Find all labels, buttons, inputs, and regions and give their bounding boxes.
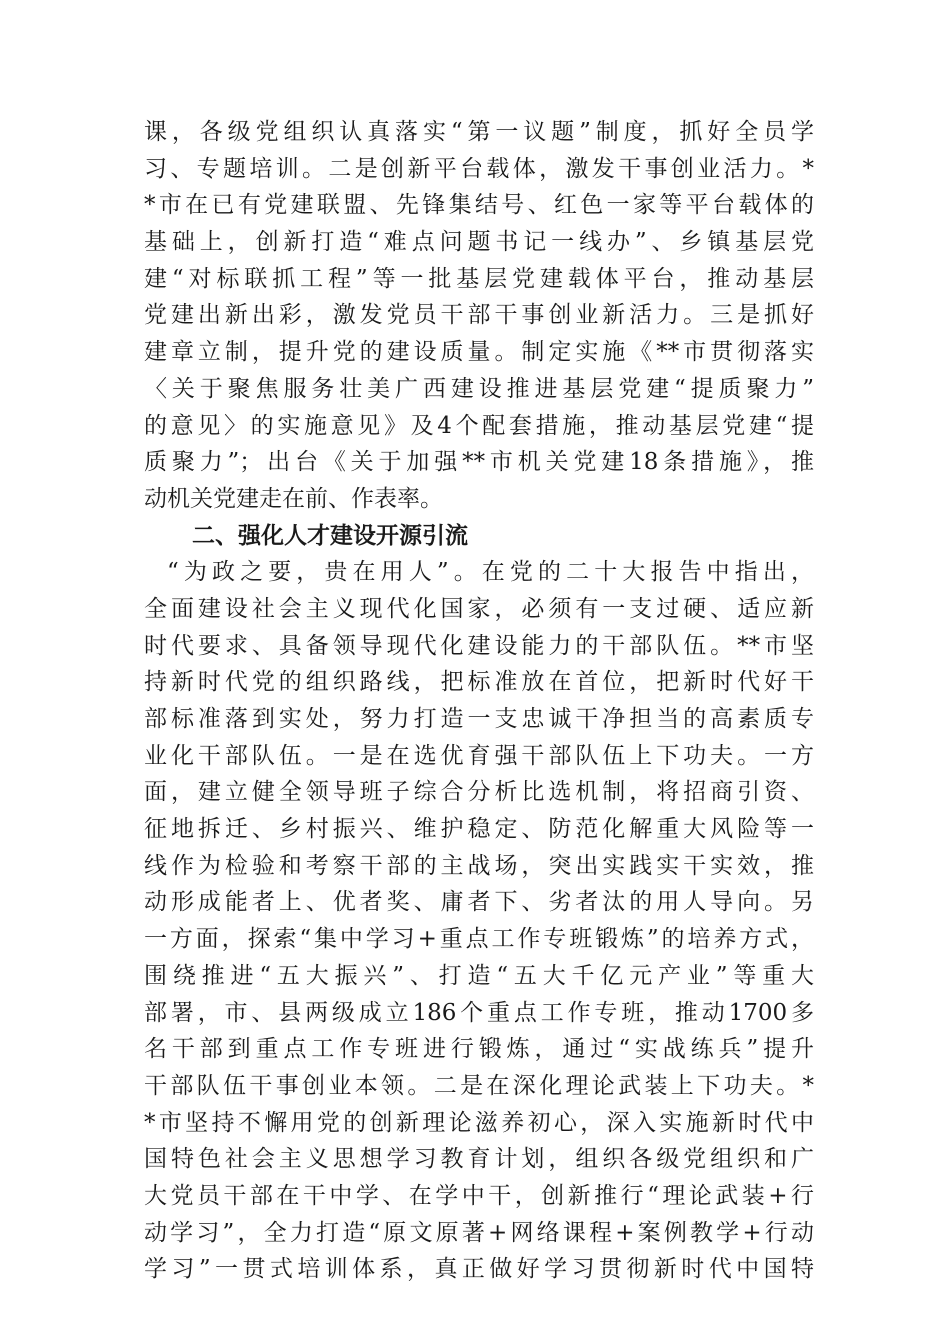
body-line: 征地拆迁、乡村振兴、维护稳定、防范化解重大风险等一 xyxy=(144,816,814,843)
body-line: 建“对标联抓工程”等一批基层党建载体平台，推动基层 xyxy=(144,265,814,292)
body-line: 党建出新出彩，激发党员干部干事创业新活力。三是抓好 xyxy=(144,302,814,329)
body-line: 名干部到重点工作专班进行锻炼，通过“实战练兵”提升 xyxy=(144,1036,814,1063)
body-line: 〈关于聚焦服务壮美广西建设推进基层党建“提质聚力” xyxy=(144,375,814,402)
body-line: 基础上，创新打造“难点问题书记一线办”、乡镇基层党 xyxy=(144,229,814,256)
body-line: 干部队伍干事创业本领。二是在深化理论武装上下功夫。* xyxy=(144,1072,814,1099)
body-line: 时代要求、具备领导现代化建设能力的干部队伍。**市坚 xyxy=(144,632,814,659)
body-line: 持新时代党的组织路线，把标准放在首位，把新时代好干 xyxy=(144,669,814,696)
body-line: *市在已有党建联盟、先锋集结号、红色一家等平台载体的 xyxy=(144,192,814,219)
body-line: 线作为检验和考察干部的主战场，突出实践实干实效，推 xyxy=(144,852,814,879)
body-line: 业化干部队伍。一是在选优育强干部队伍上下功夫。一方 xyxy=(144,742,814,769)
body-line: 的意见〉的实施意见》及4个配套措施，推动基层党建“提 xyxy=(144,412,814,439)
body-line: 部标准落到实处，努力打造一支忠诚干净担当的高素质专 xyxy=(144,706,814,732)
body-line: 课，各级党组织认真落实“第一议题”制度，抓好全员学 xyxy=(144,119,814,145)
body-line: 建章立制，提升党的建设质量。制定实施《**市贯彻落实 xyxy=(144,339,814,366)
body-line: 面，建立健全领导班子综合分析比选机制，将招商引资、 xyxy=(144,779,814,806)
body-line: 围绕推进“五大振兴”、打造“五大千亿元产业”等重大 xyxy=(144,962,814,989)
body-line: 学习”一贯式培训体系，真正做好学习贯彻新时代中国特 xyxy=(144,1256,814,1283)
body-line: 动形成能者上、优者奖、庸者下、劣者汰的用人导向。另 xyxy=(144,889,814,916)
body-line: 部署，市、县两级成立186个重点工作专班，推动1700多 xyxy=(144,999,814,1026)
body-line: 全面建设社会主义现代化国家，必须有一支过硬、适应新 xyxy=(144,595,814,622)
body-line: 国特色社会主义思想学习教育计划，组织各级党组织和广 xyxy=(144,1146,814,1173)
body-line: 习、专题培训。二是创新平台载体，激发干事创业活力。* xyxy=(144,155,814,182)
body-line: 一方面，探索“集中学习+重点工作专班锻炼”的培养方式， xyxy=(144,926,814,953)
body-line: *市坚持不懈用党的创新理论滋养初心，深入实施新时代中 xyxy=(144,1109,814,1136)
body-line: 大党员干部在干中学、在学中干，创新推行“理论武装+行 xyxy=(144,1182,814,1209)
body-line: “为政之要，贵在用人”。在党的二十大报告中指出， xyxy=(167,559,814,586)
body-line: 动学习”，全力打造“原文原著+网络课程+案例教学+行动 xyxy=(144,1219,814,1246)
body-line: 动机关党建走在前、作表率。 xyxy=(144,485,443,512)
body-line: 质聚力”；出台《关于加强**市机关党建18条措施》，推 xyxy=(144,449,814,476)
document-body xyxy=(144,114,814,1288)
section-heading: 二、强化人才建设开源引流 xyxy=(192,522,468,549)
